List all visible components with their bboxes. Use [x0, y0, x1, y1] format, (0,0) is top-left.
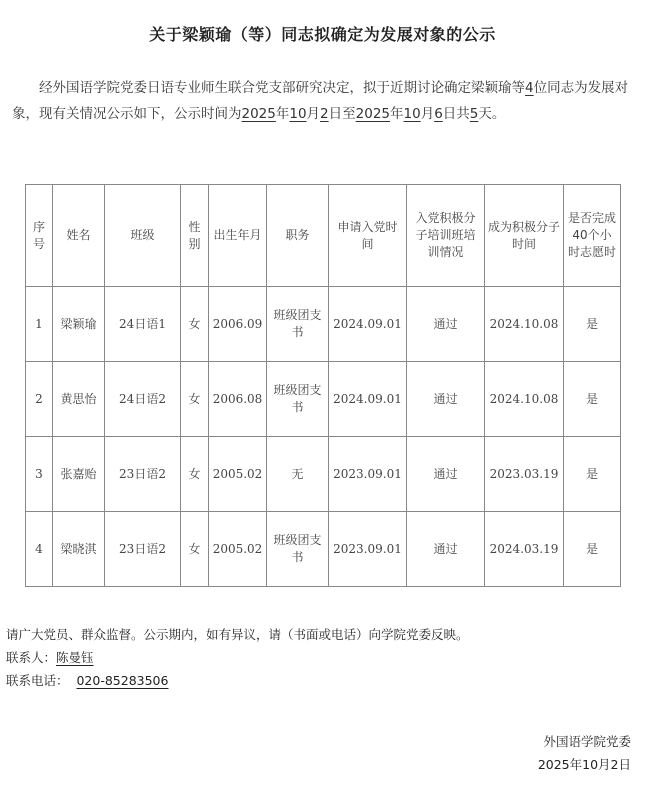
table-cell: 24日语2	[105, 362, 181, 437]
signature-org: 外国语学院党委	[543, 734, 631, 749]
table-cell: 23日语2	[105, 437, 181, 512]
table-row	[26, 362, 621, 437]
table-cell: 2024.09.01	[329, 362, 407, 437]
table-cell: 2024.10.08	[485, 287, 564, 362]
table-cell: 是	[564, 512, 621, 587]
table-cell: 2024.03.19	[485, 512, 564, 587]
header-birth: 出生年月	[209, 185, 267, 287]
table-row	[26, 287, 621, 362]
end-day: 6	[434, 106, 443, 122]
table-cell: 2005.02	[209, 437, 267, 512]
signature-date: 2025年10月2日	[537, 757, 631, 772]
header-class: 班级	[105, 185, 181, 287]
end-year: 2025	[355, 106, 390, 122]
contact-person-line	[6, 646, 469, 669]
table-cell: 张嘉贻	[53, 437, 105, 512]
table-cell: 2006.09	[209, 287, 267, 362]
contact-phone: 020-85283506	[76, 673, 169, 688]
member-count: 4	[525, 80, 534, 96]
table-cell: 通过	[407, 287, 485, 362]
phone-label: 联系电话：	[6, 673, 69, 688]
contact-phone-line	[6, 669, 469, 692]
page-title: 关于梁颖瑜（等）同志拟确定为发展对象的公示	[149, 25, 496, 44]
start-year: 2025	[241, 106, 276, 122]
year-char: 年	[275, 106, 290, 122]
day-total-char: 日共	[442, 106, 470, 122]
notice-block	[6, 623, 469, 692]
supervision-notice: 请广大党员、群众监督。公示期内，如有异议，请（书面或电话）向学院党委反映。	[6, 627, 469, 642]
year-char: 年	[390, 106, 404, 122]
table-cell: 2023.09.01	[329, 437, 407, 512]
intro-text-1: 经外国语学院党委日语专业师生联合党支部研究决定，拟于近期讨论确定梁颖瑜等	[39, 80, 525, 96]
table-cell: 通过	[407, 437, 485, 512]
candidates-table	[25, 184, 621, 587]
table-cell: 2023.03.19	[485, 437, 564, 512]
table-cell: 23日语2	[105, 512, 181, 587]
table-cell: 是	[564, 362, 621, 437]
table-header-row	[26, 185, 621, 287]
table-cell: 4	[26, 512, 53, 587]
table-cell: 通过	[407, 512, 485, 587]
table-cell: 2006.08	[209, 362, 267, 437]
table-cell: 通过	[407, 362, 485, 437]
table-cell: 无	[267, 437, 329, 512]
contact-label: 联系人：	[6, 650, 57, 665]
table-row	[26, 437, 621, 512]
month-char: 月	[420, 106, 435, 122]
header-name: 姓名	[53, 185, 105, 287]
day-to-char: 日至	[328, 106, 356, 122]
table-row	[26, 512, 621, 587]
table-cell: 班级团支书	[267, 512, 329, 587]
table-cell: 24日语1	[105, 287, 181, 362]
table-cell: 女	[181, 437, 209, 512]
contact-name: 陈曼钰	[56, 650, 94, 665]
table-cell: 2024.09.01	[329, 287, 407, 362]
table-cell: 1	[26, 287, 53, 362]
month-char: 月	[306, 106, 321, 122]
header-volunteer-hours: 是否完成40个小时志愿时	[564, 185, 621, 287]
table-cell: 女	[181, 287, 209, 362]
header-application-date: 申请入党时间	[329, 185, 407, 287]
table-cell: 是	[564, 437, 621, 512]
table-cell: 2005.02	[209, 512, 267, 587]
table-cell: 黄思怡	[53, 362, 105, 437]
start-day: 2	[320, 106, 329, 122]
table-cell: 梁晓淇	[53, 512, 105, 587]
header-training: 入党积极分子培训班培训情况	[407, 185, 485, 287]
header-gender: 性别	[181, 185, 209, 287]
header-index: 序号	[26, 185, 53, 287]
table-cell: 3	[26, 437, 53, 512]
table-cell: 班级团支书	[267, 362, 329, 437]
table-cell: 2023.09.01	[329, 512, 407, 587]
table-cell: 梁颖瑜	[53, 287, 105, 362]
signature-block	[538, 730, 631, 776]
intro-paragraph	[12, 75, 632, 127]
table-cell: 班级团支书	[267, 287, 329, 362]
total-days: 5	[469, 106, 479, 122]
table-cell: 2024.10.08	[485, 362, 564, 437]
header-position: 职务	[267, 185, 329, 287]
table-cell: 2	[26, 362, 53, 437]
intro-text-3: 天。	[478, 106, 506, 122]
table-cell: 女	[181, 512, 209, 587]
start-month: 10	[289, 106, 307, 122]
header-activist-date: 成为积极分子时间	[485, 185, 564, 287]
table-cell: 是	[564, 287, 621, 362]
intro-text-2: 位同志为发展对象，现有关情况公示如下，公示时间为	[12, 80, 629, 122]
table-cell: 女	[181, 362, 209, 437]
end-month: 10	[403, 106, 421, 122]
